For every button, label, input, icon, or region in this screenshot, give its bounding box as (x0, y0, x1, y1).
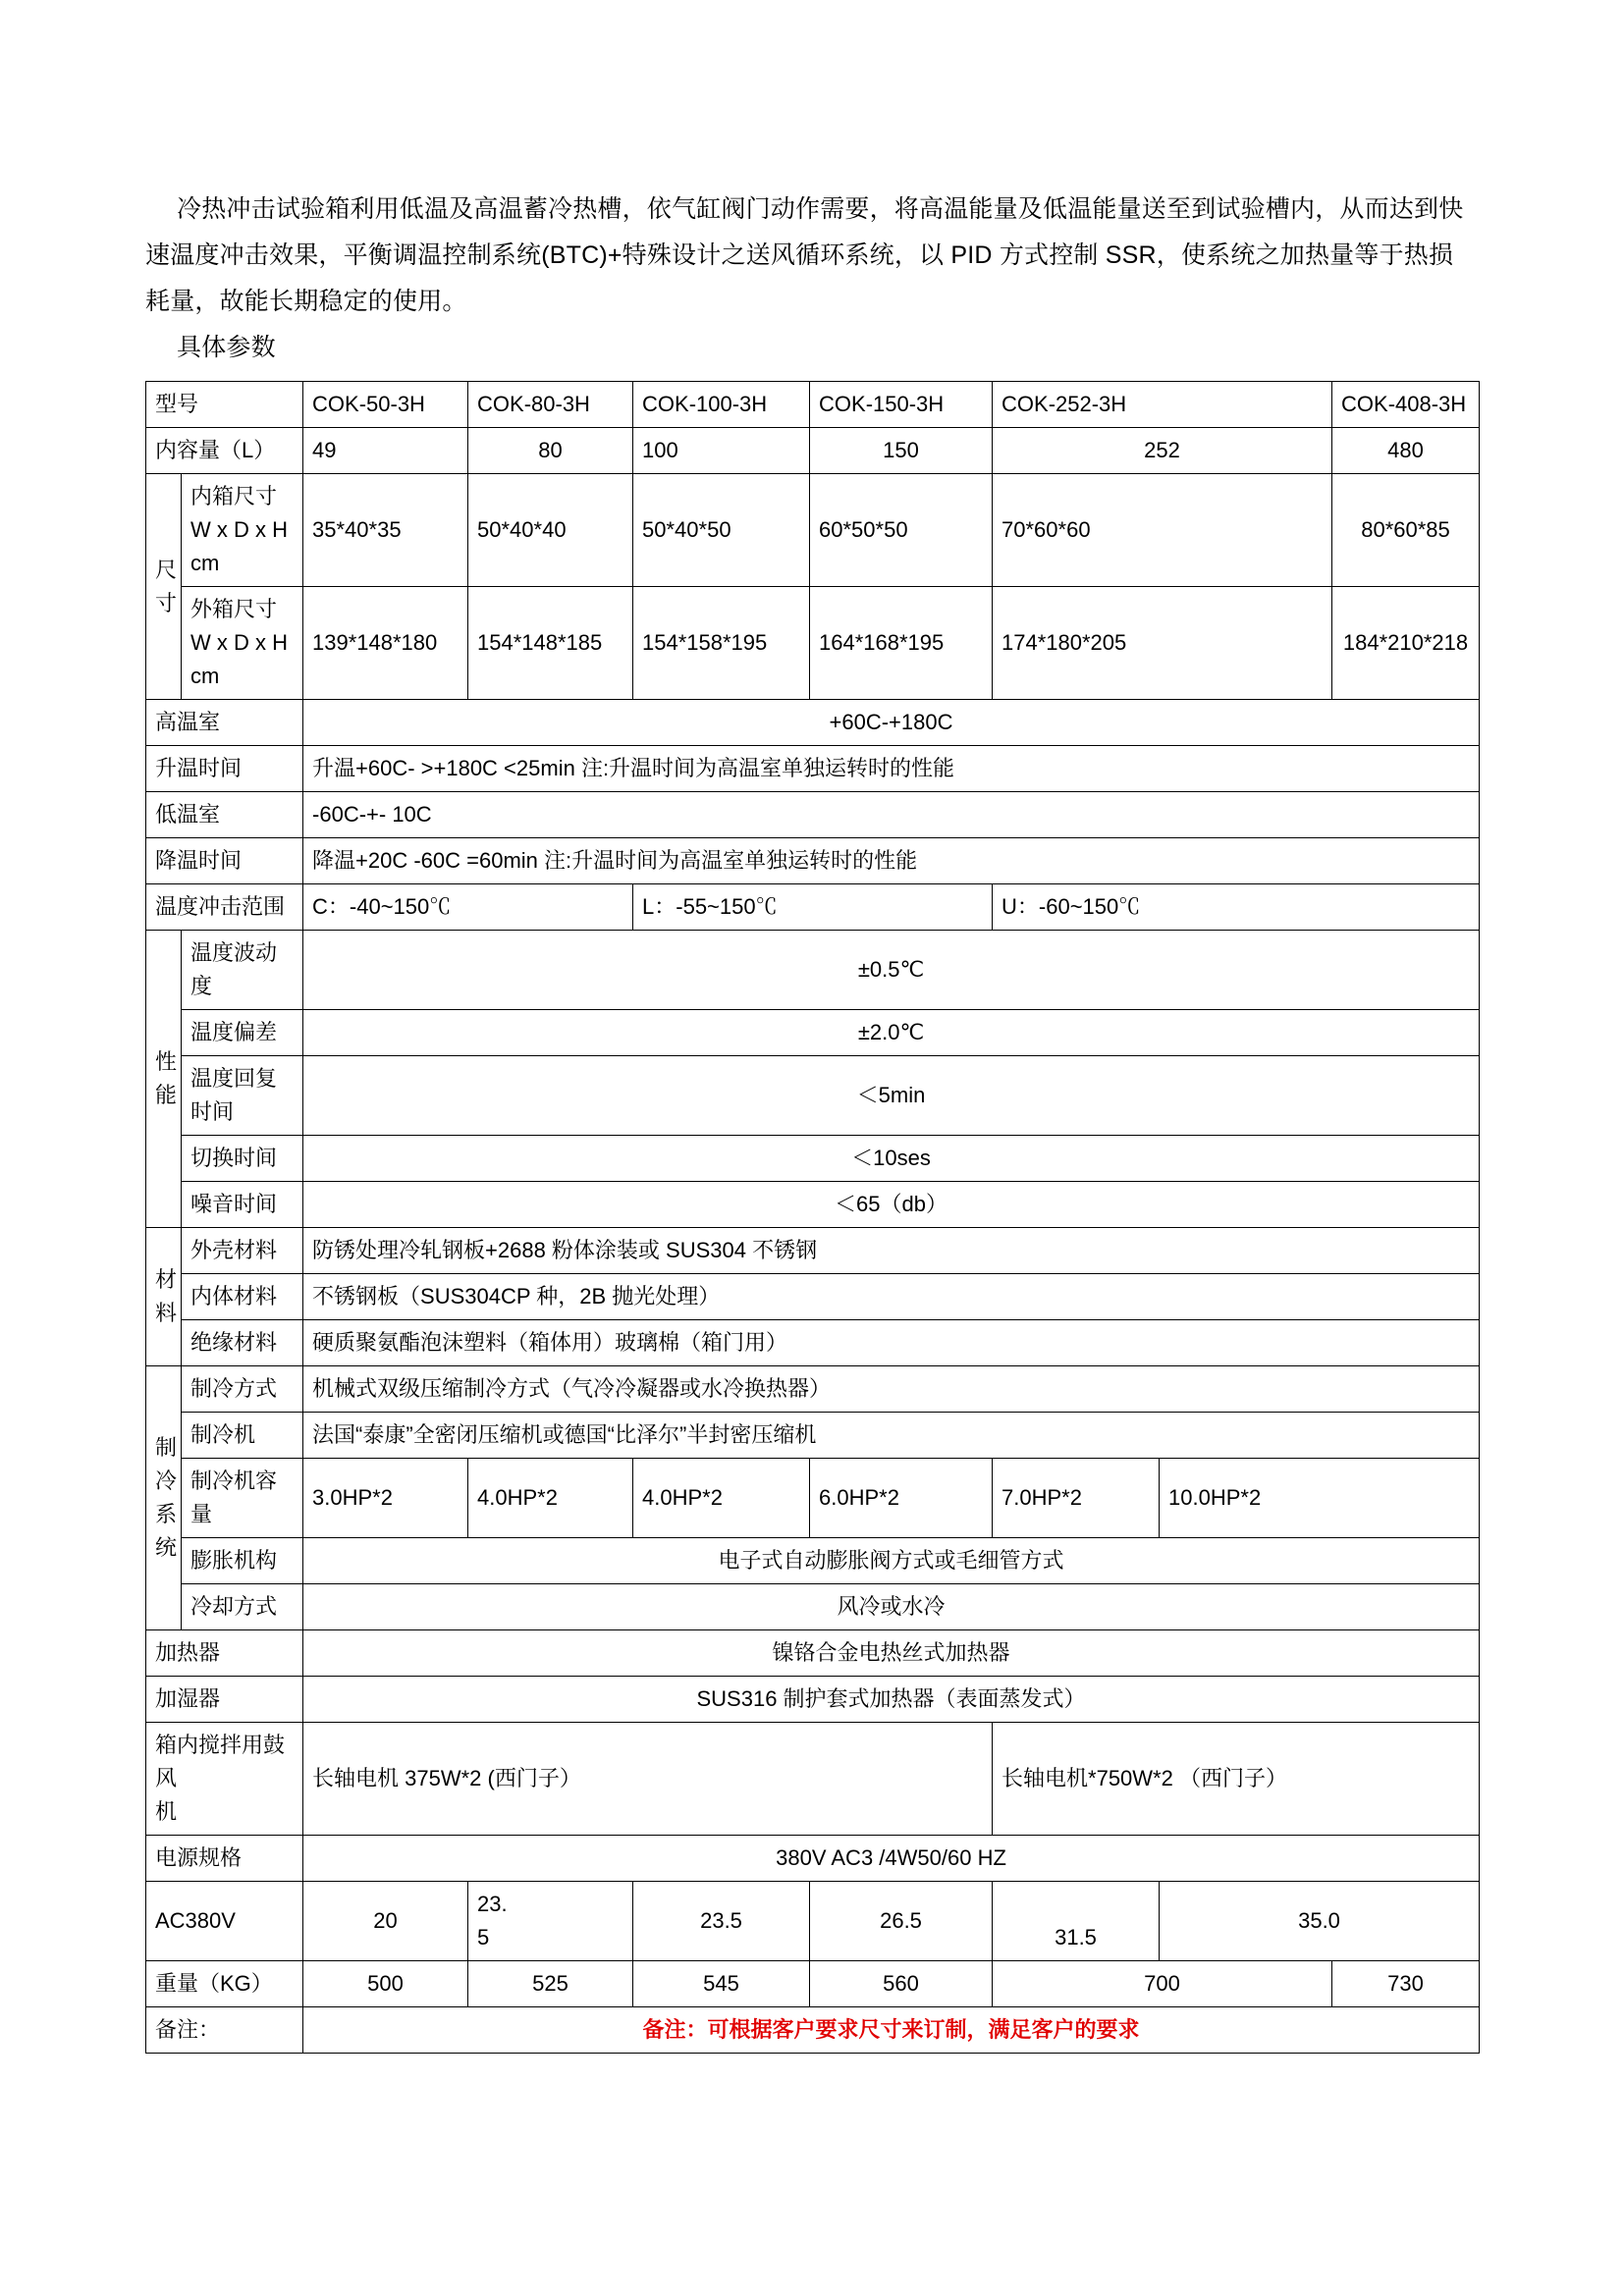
cell-inner-dim-2: 50*40*40 (468, 474, 633, 587)
cell-model-1: COK-50-3H (303, 382, 468, 428)
row-label-dimension-group (146, 474, 182, 700)
row-label-refrig-capacity (182, 1459, 303, 1538)
intro-subtitle: 具体参数 (177, 334, 276, 361)
row-label-performance-0: 温度波动度 (182, 931, 303, 1010)
cell-outer-dim-3: 154*158*195 (633, 587, 810, 700)
row-label-performance-group (146, 931, 182, 1228)
cell-heat-time-value: 升温+60C- >+180C <25min 注:升温时间为高温室单独运转时的性能 (303, 746, 1480, 792)
cell-capacity-3: 100 (633, 428, 810, 474)
dimension-vertical-label: 尺寸 (155, 557, 178, 615)
table-row (146, 884, 1480, 931)
cell-performance-0: ±0.5℃ (303, 931, 1480, 1010)
cell-weight-2: 525 (468, 1961, 633, 2007)
cell-shock-range-c: C：-40~150℃ (303, 884, 633, 931)
cell-model-2: COK-80-3H (468, 382, 633, 428)
row-label-performance-2: 温度回复时间 (182, 1056, 303, 1136)
cell-power-spec: 380V AC3 /4W50/60 HZ (303, 1836, 1480, 1882)
cell-inner-dim-5: 70*60*60 (993, 474, 1332, 587)
cell-refrig-capacity-2: 4.0HP*2 (468, 1459, 633, 1538)
row-label-heat-time: 升温时间 (146, 746, 303, 792)
table-row (146, 1584, 1480, 1630)
table-row (146, 1882, 1480, 1961)
table-row (146, 1320, 1480, 1366)
inner-dimension-label-line1: 内箱尺寸 (190, 484, 278, 508)
cell-model-4: COK-150-3H (810, 382, 993, 428)
cell-low-temp-room-value: -60C-+- 10C (303, 792, 1480, 838)
table-row (146, 1228, 1480, 1274)
cell-ac380v-1: 20 (303, 1882, 468, 1961)
table-row (146, 1538, 1480, 1584)
cell-weight-5: 700 (993, 1961, 1332, 2007)
cell-ac380v-5: 31.5 (993, 1882, 1160, 1961)
table-row (146, 931, 1480, 1010)
cell-ac380v-6: 35.0 (1160, 1882, 1480, 1961)
row-label-expansion: 膨胀机构 (182, 1538, 303, 1584)
table-row (146, 1961, 1480, 2007)
intro-block (145, 187, 1471, 371)
intro-paragraph: 冷热冲击试验箱利用低温及高温蓄冷热槽，依气缸阀门动作需要，将高温能量及低温能量送至到试验槽内，从而达到快速温度冲击效果，平衡调温控制系统(BTC)+特殊设计之送风循环系统，以 PID 方式控制 SSR，使系统之加热量等于热损耗量，故能长期稳定的使用。 (145, 195, 1464, 315)
ac380v-2-line1: 23. (477, 1892, 508, 1916)
table-row (146, 382, 1480, 428)
row-label-remark: 备注： (146, 2007, 303, 2054)
cell-performance-1: ±2.0℃ (303, 1010, 1480, 1056)
cell-inner-dim-6: 80*60*85 (1332, 474, 1480, 587)
row-label-model: 型号 (146, 382, 303, 428)
cell-weight-6: 730 (1332, 1961, 1480, 2007)
table-row (146, 1182, 1480, 1228)
row-label-capacity: 内容量（L） (146, 428, 303, 474)
cell-cooling: 风冷或水冷 (303, 1584, 1480, 1630)
row-label-material-2: 绝缘材料 (182, 1320, 303, 1366)
cell-capacity-1: 49 (303, 428, 468, 474)
table-row (146, 700, 1480, 746)
row-label-material-group (146, 1228, 182, 1366)
row-label-outer-dimension (182, 587, 303, 700)
cell-material-2: 硬质聚氨酯泡沫塑料（箱体用）玻璃棉（箱门用） (303, 1320, 1480, 1366)
cell-compressor: 法国“泰康”全密闭压缩机或德国“比泽尔”半封密压缩机 (303, 1413, 1480, 1459)
cell-refrig-capacity-4: 6.0HP*2 (810, 1459, 993, 1538)
cell-performance-3: ＜10ses (303, 1136, 1480, 1182)
table-row (146, 1459, 1480, 1538)
table-row (146, 2007, 1480, 2054)
row-label-blower (146, 1723, 303, 1836)
row-label-refrigeration-group (146, 1366, 182, 1630)
row-label-power-spec: 电源规格 (146, 1836, 303, 1882)
cell-refrigeration-mode: 机械式双级压缩制冷方式（气冷冷凝器或水冷换热器） (303, 1366, 1480, 1413)
row-label-shock-range: 温度冲击范围 (146, 884, 303, 931)
table-row (146, 1677, 1480, 1723)
cell-heater: 镍铬合金电热丝式加热器 (303, 1630, 1480, 1677)
material-vertical-label: 材料 (155, 1267, 178, 1325)
cell-performance-4: ＜65（db） (303, 1182, 1480, 1228)
cell-model-6: COK-408-3H (1332, 382, 1480, 428)
blower-label-line1: 箱内搅拌用鼓风 (155, 1733, 286, 1790)
cell-blower-left: 长轴电机 375W*2 (西门子） (303, 1723, 993, 1836)
row-label-low-temp-room: 低温室 (146, 792, 303, 838)
cell-ac380v-4: 26.5 (810, 1882, 993, 1961)
cell-material-0: 防锈处理冷轧钢板+2688 粉体涂装或 SUS304 不锈钢 (303, 1228, 1480, 1274)
row-label-performance-3: 切换时间 (182, 1136, 303, 1182)
table-row (146, 746, 1480, 792)
refrigeration-vertical-label: 制冷系统 (155, 1435, 178, 1560)
row-label-cooling: 冷却方式 (182, 1584, 303, 1630)
cell-capacity-6: 480 (1332, 428, 1480, 474)
cell-shock-range-u: U：-60~150℃ (993, 884, 1480, 931)
cell-capacity-2: 80 (468, 428, 633, 474)
cell-inner-dim-1: 35*40*35 (303, 474, 468, 587)
table-row (146, 428, 1480, 474)
row-label-heater: 加热器 (146, 1630, 303, 1677)
cell-refrig-capacity-1: 3.0HP*2 (303, 1459, 468, 1538)
cell-refrig-capacity-6: 10.0HP*2 (1160, 1459, 1480, 1538)
inner-dimension-label-line2: W x D x H cm (190, 517, 288, 575)
cell-cool-time-value: 降温+20C -60C =60min 注:升温时间为高温室单独运转时的性能 (303, 838, 1480, 884)
row-label-refrigeration-mode: 制冷方式 (182, 1366, 303, 1413)
table-row (146, 1836, 1480, 1882)
row-label-inner-dimension (182, 474, 303, 587)
cell-high-temp-room-value: +60C-+180C (303, 700, 1480, 746)
row-label-material-1: 内体材料 (182, 1274, 303, 1320)
refrig-capacity-label-line2: 量 (190, 1502, 213, 1526)
performance-vertical-label: 性能 (155, 1049, 178, 1107)
cell-outer-dim-1: 139*148*180 (303, 587, 468, 700)
cell-shock-range-l: L：-55~150℃ (633, 884, 993, 931)
table-row (146, 1413, 1480, 1459)
cell-humidifier: SUS316 制护套式加热器（表面蒸发式） (303, 1677, 1480, 1723)
row-label-ac380v: AC380V (146, 1882, 303, 1961)
row-label-cool-time: 降温时间 (146, 838, 303, 884)
cell-model-5: COK-252-3H (993, 382, 1332, 428)
cell-weight-4: 560 (810, 1961, 993, 2007)
outer-dimension-label-line1: 外箱尺寸 (190, 597, 278, 621)
cell-refrig-capacity-5: 7.0HP*2 (993, 1459, 1160, 1538)
table-row (146, 1010, 1480, 1056)
cell-blower-right: 长轴电机*750W*2 （西门子） (993, 1723, 1480, 1836)
blower-label-line2: 机 (155, 1799, 178, 1824)
table-row (146, 1630, 1480, 1677)
ac380v-2-line2: 5 (477, 1925, 490, 1949)
cell-outer-dim-2: 154*148*185 (468, 587, 633, 700)
cell-outer-dim-6: 184*210*218 (1332, 587, 1480, 700)
table-row (146, 1366, 1480, 1413)
outer-dimension-label-line2: W x D x H cm (190, 630, 288, 688)
cell-inner-dim-4: 60*50*50 (810, 474, 993, 587)
specification-table (145, 381, 1480, 2054)
cell-capacity-4: 150 (810, 428, 993, 474)
cell-material-1: 不锈钢板（SUS304CP 种，2B 抛光处理） (303, 1274, 1480, 1320)
cell-weight-1: 500 (303, 1961, 468, 2007)
table-row (146, 838, 1480, 884)
cell-inner-dim-3: 50*40*50 (633, 474, 810, 587)
refrig-capacity-label-line1: 制冷机容 (190, 1468, 278, 1493)
table-row (146, 474, 1480, 587)
table-row (146, 1056, 1480, 1136)
row-label-high-temp-room: 高温室 (146, 700, 303, 746)
cell-expansion: 电子式自动膨胀阀方式或毛细管方式 (303, 1538, 1480, 1584)
row-label-compressor: 制冷机 (182, 1413, 303, 1459)
table-row (146, 1723, 1480, 1836)
cell-model-3: COK-100-3H (633, 382, 810, 428)
cell-remark: 备注：可根据客户要求尺寸来订制，满足客户的要求 (303, 2007, 1480, 2054)
row-label-performance-1: 温度偏差 (182, 1010, 303, 1056)
row-label-humidifier: 加湿器 (146, 1677, 303, 1723)
cell-ac380v-3: 23.5 (633, 1882, 810, 1961)
table-row (146, 1274, 1480, 1320)
row-label-weight: 重量（KG） (146, 1961, 303, 2007)
cell-outer-dim-4: 164*168*195 (810, 587, 993, 700)
cell-ac380v-2 (468, 1882, 633, 1961)
cell-capacity-5: 252 (993, 428, 1332, 474)
cell-weight-3: 545 (633, 1961, 810, 2007)
table-row (146, 1136, 1480, 1182)
cell-performance-2: ＜5min (303, 1056, 1480, 1136)
row-label-material-0: 外壳材料 (182, 1228, 303, 1274)
cell-refrig-capacity-3: 4.0HP*2 (633, 1459, 810, 1538)
table-row (146, 792, 1480, 838)
table-row (146, 587, 1480, 700)
cell-outer-dim-5: 174*180*205 (993, 587, 1332, 700)
row-label-performance-4: 噪音时间 (182, 1182, 303, 1228)
